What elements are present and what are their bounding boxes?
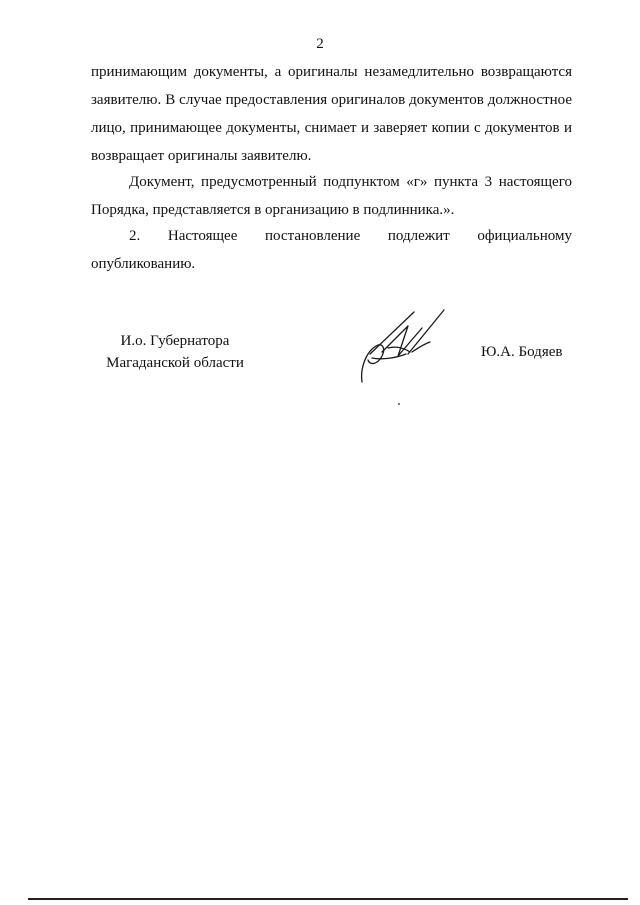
scan-speck bbox=[398, 403, 400, 405]
paragraph-text: Документ, предусмотренный подпунктом «г» пункта 3 настоящего Порядка, представляется в организацию в подлинника.». bbox=[91, 174, 572, 218]
signer-position-line2: Магаданской области bbox=[106, 355, 244, 371]
signer-name: Ю.А. Бодяев bbox=[481, 344, 563, 360]
paragraph-continuation bbox=[91, 58, 572, 170]
paragraph-text: принимающим документы, а оригиналы незамедлительно возвращаются заявителю. В случае предоставления оригиналов документов должностное лицо, принимающее документы, снимает и заверяет копии с документов и возвращает оригиналы заявителю. bbox=[91, 64, 572, 164]
page-number: 2 bbox=[316, 36, 324, 52]
handwritten-signature bbox=[352, 308, 462, 388]
paragraph-first-line: 2. Настоящее постановление подлежит официальному bbox=[129, 228, 572, 244]
paragraph-publication bbox=[91, 222, 572, 278]
paragraph-second-line: опубликованию. bbox=[91, 256, 196, 272]
signer-position bbox=[90, 330, 260, 374]
signer-position-line1: И.о. Губернатора bbox=[120, 333, 230, 349]
page-bottom-border bbox=[28, 898, 628, 900]
paragraph-document-note bbox=[91, 168, 572, 224]
